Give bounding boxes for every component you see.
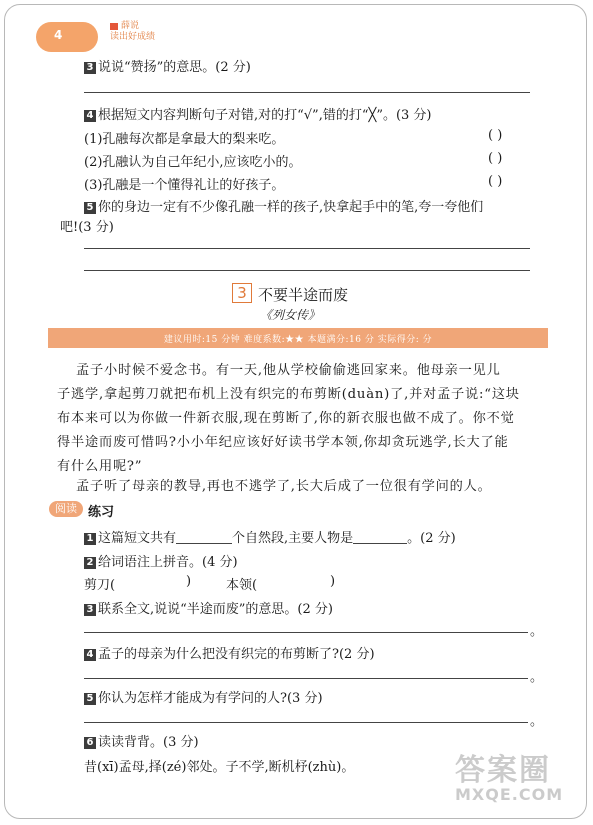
question-number: 4 (84, 649, 96, 661)
reading-tag: 阅读 (49, 501, 83, 517)
story-line: 孟子小时候不爱念书。有一天,他从学校偷偷逃回家来。他母亲一见儿 (76, 363, 501, 378)
story-line: 孟子听了母亲的教导,再也不逃学了,长大后成了一位很有学问的人。 (76, 479, 492, 494)
blank-main-character[interactable] (353, 531, 407, 544)
question-text: 说说“赞扬”的意思。(2 分) (98, 60, 251, 75)
answer-line[interactable] (84, 270, 530, 271)
watermark (455, 745, 585, 815)
exercise-question-4 (84, 643, 375, 662)
watermark-line-2: MXQE.COM (455, 785, 564, 804)
exercise-question-2 (84, 551, 238, 570)
story-line: 得半途而废可惜吗?小小年纪应该好好读书学本领,你却贪玩逃学,长大了能 (57, 435, 509, 450)
story-line: 子逃学,拿起剪刀就把布机上没有织完的布剪断(duàn)了,并对孟子说:“这块 (57, 387, 520, 402)
pinyin-item: 剪刀( (84, 578, 116, 593)
answer-line[interactable] (84, 722, 528, 723)
answer-end-mark: 。 (530, 670, 544, 685)
question-5-continued: 吧!(3 分) (60, 220, 114, 235)
answer-line[interactable] (84, 248, 530, 249)
exercise-label: 练习 (88, 505, 115, 520)
question-text: 给词语注上拼音。(4 分) (98, 555, 238, 570)
question-5 (84, 196, 483, 215)
info-bar (48, 328, 548, 348)
answer-line[interactable] (84, 678, 528, 679)
lesson-title: 不要半途而废 (258, 286, 349, 304)
brand-bottom-text: 读出好成绩 (110, 32, 156, 42)
watermark-line-1: 答案圈 (455, 753, 551, 788)
question-number: 6 (84, 737, 96, 749)
question-text: 你认为怎样才能成为有学问的人?(3 分) (98, 691, 323, 706)
answer-end-mark: 。 (530, 624, 544, 639)
question-number: 2 (84, 557, 96, 569)
story-line: 有什么用呢?” (57, 459, 143, 474)
pinyin-item-close: ) (186, 574, 192, 589)
classical-verse: 昔(xī)孟母,择(zé)邻处。子不学,断机杼(zhù)。 (84, 760, 355, 775)
question-text: 根据短文内容判断句子对错,对的打“√”,错的打“╳”。(3 分) (98, 108, 432, 123)
question-text: 孟子的母亲为什么把没有织完的布剪断了?(2 分) (98, 647, 375, 662)
info-bar-text: 建议用时:15 分钟 难度系数:★★ 本题满分:16 分 实际得分: 分 (163, 335, 433, 345)
answer-line[interactable] (84, 632, 528, 633)
brand-top-text: 薛说 (121, 21, 140, 31)
question-number: 3 (84, 62, 96, 74)
story-line: 布本来可以为你做一件新衣服,现在剪断了,你的新衣服也做不成了。你不觉 (57, 411, 515, 426)
lesson-source: 《列女传》 (260, 308, 321, 322)
question-number: 4 (84, 110, 96, 122)
judge-answer-box[interactable]: ( ) (488, 151, 503, 166)
exercise-question-1 (84, 527, 456, 546)
lesson-number: 3 (232, 283, 252, 303)
book-icon (110, 23, 118, 30)
brand-logo (110, 21, 155, 43)
judge-item: (1)孔融每次都是拿最大的梨来吃。 (84, 132, 285, 147)
question-text: 你的身边一定有不少像孔融一样的孩子,快拿起手中的笔,夸一夸他们 (98, 200, 484, 215)
question-4 (84, 104, 432, 123)
pinyin-item: 本领( (226, 578, 258, 593)
exercise-question-5 (84, 687, 323, 706)
question-3 (84, 56, 251, 75)
judge-answer-box[interactable]: ( ) (488, 174, 503, 189)
judge-answer-box[interactable]: ( ) (488, 128, 503, 143)
question-text: 这篇短文共有 (98, 531, 177, 546)
pinyin-item-close: ) (330, 574, 336, 589)
question-text: 个自然段,主要人物是 (232, 531, 354, 546)
answer-end-mark: 。 (530, 714, 544, 729)
question-number: 5 (84, 693, 96, 705)
page-number: 4 (54, 28, 63, 42)
question-text: 读读背背。(3 分) (98, 735, 199, 750)
exercise-question-6 (84, 731, 199, 750)
answer-line[interactable] (84, 92, 530, 93)
blank-paragraph-count[interactable] (176, 531, 232, 544)
exercise-question-3 (84, 598, 333, 617)
judge-item: (3)孔融是一个懂得礼让的好孩子。 (84, 178, 285, 193)
question-text: 联系全文,说说“半途而废”的意思。(2 分) (98, 602, 333, 617)
question-text: 。(2 分) (407, 531, 456, 546)
question-number: 5 (84, 202, 96, 214)
page-number-badge (36, 22, 98, 52)
question-number: 1 (84, 533, 96, 545)
judge-item: (2)孔融认为自己年纪小,应该吃小的。 (84, 155, 302, 170)
question-number: 3 (84, 604, 96, 616)
